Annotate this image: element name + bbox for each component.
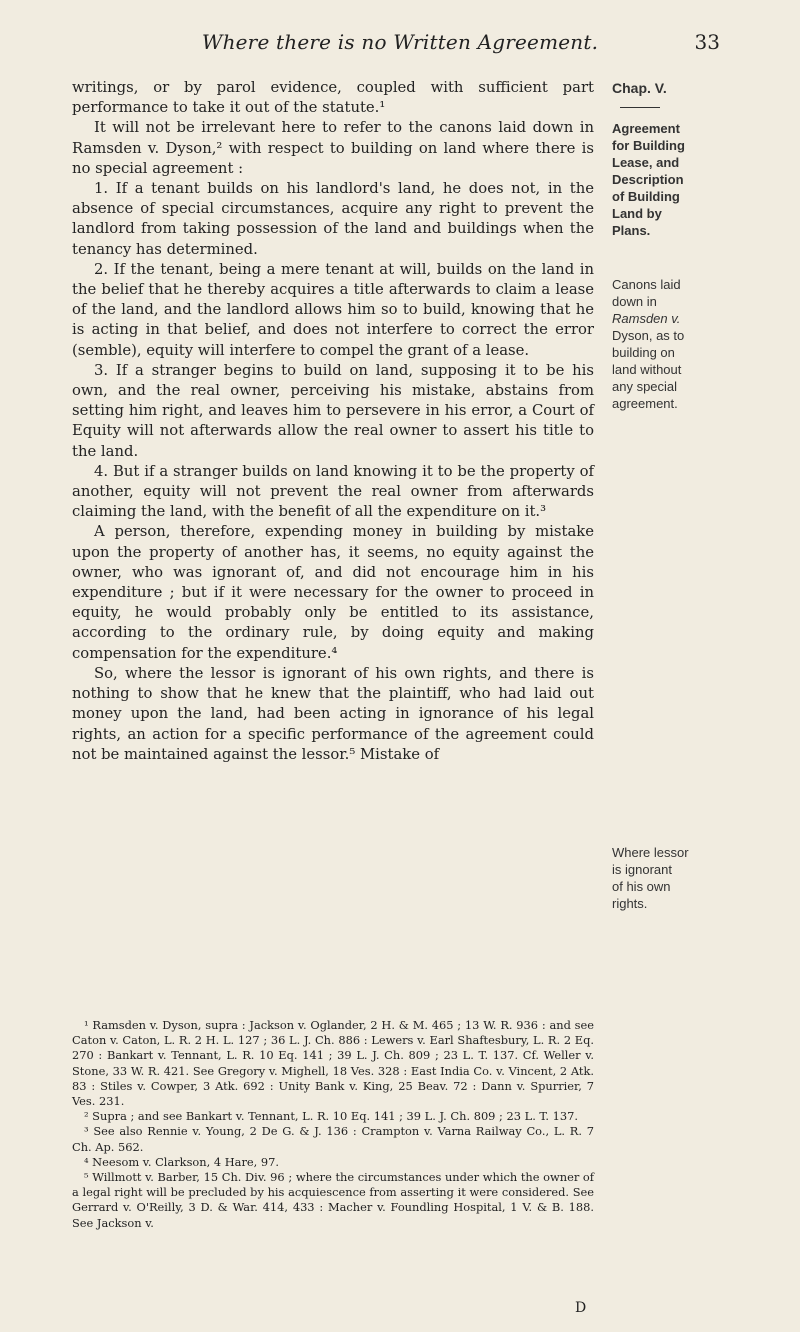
body-text <box>72 78 594 765</box>
margin-line: Plans. <box>612 223 651 238</box>
paragraph: 4. But if a stranger builds on land knowing it to be the property of another, equity will not prevent the real owner from afterwards claiming the land, with the benefit of all the expenditure on it.³ <box>72 462 594 521</box>
footnotes <box>72 1018 594 1231</box>
paragraph: A person, therefore, expending money in building by mistake upon the property of another has, it seems, no equity against the owner, who was ignorant of, and did not encourage him in his expenditure ; but if it were necessary for the owner to proceed in equity, he would probably only be entitled to its assistance, according to the ordinary rule, by doing equity and making compensation for the expenditure.⁴ <box>72 523 594 662</box>
margin-line: rights. <box>612 896 648 911</box>
footnote: ⁴ Neesom v. Clarkson, 4 Hare, 97. <box>84 1154 279 1169</box>
paragraph: 3. If a stranger begins to build on land, supposing it to be his own, and the real owner, perceiving his mistake, abstains from setting him right, and leaves him to persevere in his error, a Court of Equity will not afterwards allow the real owner to assert his title to the land. <box>72 361 594 460</box>
signature-mark: D <box>575 1300 587 1316</box>
chapter-label: Chap. V. <box>612 80 667 96</box>
footnote: ³ See also Rennie v. Young, 2 De G. & J. 136 : Crampton v. Varna Railway Co., L. R. 7 Ch. Ap. 562. <box>72 1124 594 1154</box>
margin-line: Agreement <box>612 121 680 136</box>
footnote: ¹ Ramsden v. Dyson, supra : Jackson v. Oglander, 2 H. & M. 465 ; 13 W. R. 936 : and see Caton v. Caton, L. R. 2 H. L. 127 ; 36 L. J. Ch. 886 : Lewers v. Earl Shaftesbury, L. R. 2 Eq. 270 : Bankart v. Tennant, L. R. 10 Eq. 141 ; 39 L. J. Ch. 809 ; 23 L. T. 137. Cf. Weller v. Stone, 33 W. R. 421. See Gregory v. Mighell, 18 Ves. 328 : East India Co. v. Vincent, 2 Atk. 83 : Stiles v. Cowper, 3 Atk. 692 : Unity Bank v. King, 25 Beav. 72 : Dann v. Spurrier, 7 Ves. 231. <box>72 1018 594 1109</box>
margin-line: is ignorant <box>612 862 672 877</box>
margin-line: of Building <box>612 189 680 204</box>
margin-line: of his own <box>612 879 671 894</box>
paragraph: 1. If a tenant builds on his landlord's land, he does not, in the absence of special circumstances, acquire any right to prevent the landlord from taking possession of the land and buildings when the tenancy has determined. <box>72 180 594 258</box>
paragraph: writings, or by parol evidence, coupled with sufficient part performance to take it out of the statute.¹ <box>72 79 594 117</box>
margin-line: Dyson, as to <box>612 328 685 343</box>
margin-line: Description <box>612 172 684 187</box>
page-number: 33 <box>694 30 720 54</box>
paragraph: So, where the lessor is ignorant of his own rights, and there is nothing to show that he knew that the plaintiff, who had laid out money upon the land, had been acting in ignorance of his legal rights, an action for a specific performance of the agreement could not be maintained against the lessor.⁵ Mistake of <box>72 664 594 763</box>
footnote: ² Supra ; and see Bankart v. Tennant, L. R. 10 Eq. 141 ; 39 L. J. Ch. 809 ; 23 L. T. 137. <box>84 1109 578 1124</box>
chapter-marker <box>612 80 742 108</box>
margin-line: building on <box>612 345 675 360</box>
margin-note-lessor <box>612 844 742 912</box>
margin-line: down in <box>612 294 657 309</box>
margin-line: Lease, and <box>612 155 680 170</box>
footnote: ⁵ Willmott v. Barber, 15 Ch. Div. 96 ; where the circumstances under which the owner of a legal right will be precluded by his acquiescence from asserting it were considered. See Gerrard v. O'Reilly, 3 D. & War. 414, 433 : Macher v. Foundling Hospital, 1 V. & B. 188. See Jackson v. <box>72 1170 594 1230</box>
margin-note-agreement <box>612 120 742 239</box>
margin-line: land without <box>612 362 682 377</box>
paragraph: 2. If the tenant, being a mere tenant at will, builds on the land in the belief that he thereby acquires a title afterwards to claim a lease of the land, and the landlord allows him so to build, knowing that he is acting in that belief, and does not interfere to correct the error (semble), equity will interfere to compel the grant of a lease. <box>72 260 594 359</box>
margin-line: for Building <box>612 138 685 153</box>
running-title: Where there is no Written Agreement. <box>201 30 599 54</box>
margin-line: Canons laid <box>612 277 681 292</box>
margin-line: Ramsden v. <box>612 311 681 326</box>
margin-line: Where lessor <box>612 845 689 860</box>
paragraph: It will not be irrelevant here to refer to the canons laid down in Ramsden v. Dyson,² with respect to building on land where there is no special agreement : <box>72 119 594 177</box>
margin-line: Land by <box>612 206 662 221</box>
margin-line: agreement. <box>612 396 678 411</box>
margin-line: any special <box>612 379 678 394</box>
chapter-rule <box>620 107 660 108</box>
margin-note-canons <box>612 276 742 412</box>
